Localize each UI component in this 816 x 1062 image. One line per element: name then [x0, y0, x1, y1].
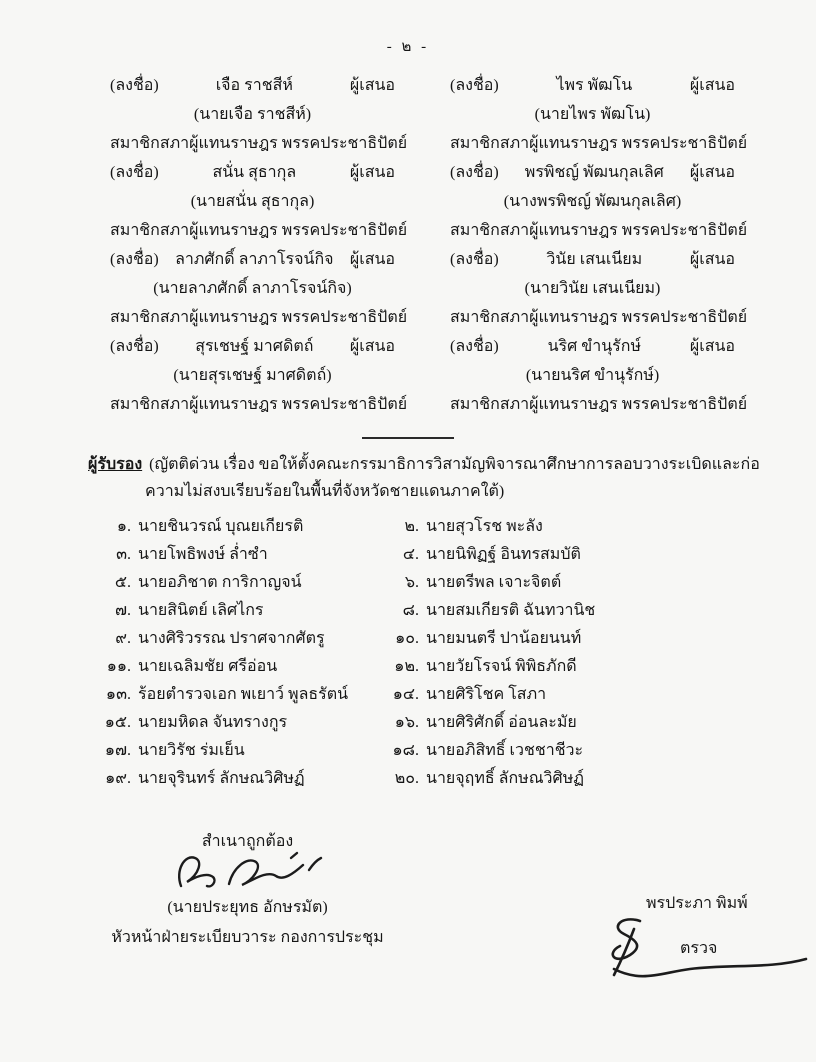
endorser-item	[100, 513, 388, 541]
endorser-item	[388, 653, 718, 681]
endorser-name: นายอภิสิทธิ์ เวชชาชีวะ	[426, 742, 584, 759]
proposer-membership: สมาชิกสภาผู้แทนราษฎร พรรคประชาธิปัตย์	[450, 396, 748, 413]
endorsement-subject-line2: ความไม่สงบเรียบร้อยในพื้นที่จังหวัดชายแดนภาคใต้)	[145, 483, 505, 500]
endorser-item	[100, 625, 388, 653]
endorser-item	[388, 681, 718, 709]
endorser-number: ๒.	[404, 518, 419, 535]
sign-label: (ลงชื่อ)	[450, 77, 499, 94]
endorser-number: ๑๒.	[394, 658, 419, 675]
proposer-block	[450, 158, 748, 245]
verification-block	[598, 893, 816, 981]
endorser-item	[100, 597, 388, 625]
endorser-name: นายสมเกียรติ ฉันทวานิช	[426, 602, 596, 619]
proposer-role-label: ผู้เสนอ	[349, 251, 395, 268]
endorser-item	[100, 541, 388, 569]
proposer-signed-name: ไพร พัฒโน	[556, 77, 633, 94]
endorser-name: นางศิริวรรณ ปราศจากศัตรู	[138, 630, 325, 647]
proposer-block	[450, 245, 748, 332]
proposer-block	[110, 245, 408, 332]
endorser-name: นายโพธิพงษ์ ล่ำซำ	[138, 546, 268, 563]
sign-label: (ลงชื่อ)	[110, 338, 159, 355]
proposer-signed-name: วินัย เสนเนียม	[546, 251, 643, 268]
endorser-item	[100, 653, 388, 681]
section-divider	[362, 437, 454, 439]
proposer-membership: สมาชิกสภาผู้แทนราษฎร พรรคประชาธิปัตย์	[110, 135, 408, 152]
sign-label: (ลงชื่อ)	[110, 164, 159, 181]
endorser-number: ๗.	[114, 602, 131, 619]
endorser-name: นายมหิดล จันทรางกูร	[138, 714, 288, 731]
proposer-signed-name: นริศ ขำนุรักษ์	[547, 338, 641, 355]
verifier-signature	[598, 915, 816, 981]
sign-label: (ลงชื่อ)	[110, 251, 159, 268]
endorser-item	[100, 737, 388, 765]
endorser-number: ๑๔.	[392, 686, 419, 703]
proposer-signed-name: เจือ ราชสีห์	[215, 77, 293, 94]
proposer-signed-name: ลาภศักดิ์ ลาภาโรจน์กิจ	[175, 251, 334, 268]
endorser-item	[388, 737, 718, 765]
proposer-name-paren: (นายวินัย เสนเนียม)	[524, 280, 661, 297]
proposer-membership: สมาชิกสภาผู้แทนราษฎร พรรคประชาธิปัตย์	[110, 309, 408, 326]
endorser-name: นายสินิตย์ เลิศไกร	[138, 602, 264, 619]
endorser-number: ๙.	[115, 630, 131, 647]
endorser-name: นายตรีพล เจาะจิตต์	[426, 574, 562, 591]
proposer-name-paren: (นายไพร พัฒโน)	[534, 106, 651, 123]
endorser-name: นายศิริศักดิ์ อ่อนละมัย	[426, 714, 577, 731]
endorser-number: ๓.	[116, 546, 131, 563]
endorser-item	[388, 709, 718, 737]
sign-label: (ลงชื่อ)	[110, 77, 159, 94]
proposer-role-label: ผู้เสนอ	[349, 338, 395, 355]
endorser-number: ๑๘.	[392, 742, 419, 759]
endorser-name: นายจุรินทร์ ลักษณวิศิษฏ์	[138, 770, 305, 787]
endorser-number: ๑๕.	[104, 714, 131, 731]
endorser-item	[388, 513, 718, 541]
proposer-signature-section	[110, 71, 748, 419]
certification-label: สำเนาถูกต้อง	[201, 833, 294, 850]
endorser-number: ๒๐.	[394, 770, 419, 787]
verification-stamp-label: ตรวจ	[680, 940, 718, 957]
endorser-number: ๕.	[114, 574, 131, 591]
endorser-item	[100, 765, 388, 793]
endorser-name: นายนิพิฏฐ์ อินทรสมบัติ	[426, 546, 581, 563]
proposer-name-paren: (นายสนั่น สุธากุล)	[190, 193, 315, 210]
endorser-number: ๑๑.	[106, 658, 131, 675]
endorser-number: ๑.	[116, 518, 131, 535]
page-number: - ๒ -	[386, 39, 430, 55]
endorser-name: นายเฉลิมชัย ศรีอ่อน	[138, 658, 278, 675]
endorser-item	[100, 569, 388, 597]
endorser-number: ๑๗.	[104, 742, 131, 759]
endorser-name: นายมนตรี ปาน้อยนนท์	[426, 630, 582, 647]
endorser-number: ๑๐.	[395, 630, 419, 647]
proposer-membership: สมาชิกสภาผู้แทนราษฎร พรรคประชาธิปัตย์	[450, 135, 748, 152]
endorsement-section	[88, 451, 766, 505]
endorser-name: นายสุวโรช พะลัง	[426, 518, 543, 535]
certifier-signature-icon	[163, 850, 333, 894]
certifier-signature	[105, 850, 390, 894]
endorser-number: ๑๓.	[105, 686, 131, 703]
proposer-block	[110, 332, 408, 419]
proposer-signed-name: สนั่น สุธากุล	[212, 164, 297, 181]
endorser-item	[388, 765, 718, 793]
endorser-name: นายชินวรณ์ บุณยเกียรติ	[138, 518, 304, 535]
endorser-list	[100, 513, 718, 793]
certifier-title: หัวหน้าฝ่ายระเบียบวาระ กองการประชุม	[111, 929, 384, 946]
proposer-block	[110, 71, 408, 158]
endorser-name: ร้อยตำรวจเอก พเยาว์ พูลธรัตน์	[138, 686, 349, 703]
proposer-name-paren: (นายลาภศักดิ์ ลาภาโรจน์กิจ)	[153, 280, 352, 297]
endorser-number: ๘.	[402, 602, 419, 619]
endorser-name: นายวิรัช ร่มเย็น	[138, 742, 245, 759]
proposer-role-label: ผู้เสนอ	[689, 251, 735, 268]
endorsement-subject-line1: (ญัตติด่วน เรื่อง ขอให้ตั้งคณะกรรมาธิการวิสามัญพิจารณาศึกษาการลอบวางระเบิดและก่อ	[149, 456, 760, 473]
endorser-item	[388, 625, 718, 653]
endorser-number: ๑๖.	[394, 714, 419, 731]
endorser-number: ๖.	[404, 574, 419, 591]
endorser-item	[388, 541, 718, 569]
proposer-name-paren: (นางพรพิชญ์ พัฒนกุลเลิศ)	[503, 193, 682, 210]
endorsement-heading: ผู้รับรอง	[88, 456, 143, 473]
endorser-number: ๑๙.	[105, 770, 131, 787]
proposer-membership: สมาชิกสภาผู้แทนราษฎร พรรคประชาธิปัตย์	[110, 222, 408, 239]
sign-label: (ลงชื่อ)	[450, 338, 499, 355]
proposer-role-label: ผู้เสนอ	[689, 77, 735, 94]
proposer-signed-name: พรพิชญ์ พัฒนกุลเลิศ	[524, 164, 664, 181]
proposer-name-paren: (นายสุรเชษฐ์ มาศดิตถ์)	[173, 367, 332, 384]
proposer-membership: สมาชิกสภาผู้แทนราษฎร พรรคประชาธิปัตย์	[450, 222, 748, 239]
endorser-item	[100, 709, 388, 737]
proposer-membership: สมาชิกสภาผู้แทนราษฎร พรรคประชาธิปัตย์	[110, 396, 408, 413]
proposer-name-paren: (นายนริศ ขำนุรักษ์)	[525, 367, 660, 384]
proposer-signed-name: สุรเชษฐ์ มาศดิตถ์	[195, 338, 314, 355]
proposer-role-label: ผู้เสนอ	[349, 77, 395, 94]
proposer-block	[450, 71, 748, 158]
proposer-block	[450, 332, 748, 419]
verifier-name: พรประภา พิมพ์	[646, 895, 748, 912]
proposer-membership: สมาชิกสภาผู้แทนราษฎร พรรคประชาธิปัตย์	[450, 309, 748, 326]
endorser-name: นายอภิชาต การิกาญจน์	[138, 574, 302, 591]
endorser-name: นายจุฤทธิ์ ลักษณวิศิษฏ์	[426, 770, 584, 787]
certification-block	[105, 832, 390, 954]
proposer-role-label: ผู้เสนอ	[689, 164, 735, 181]
sign-label: (ลงชื่อ)	[450, 164, 499, 181]
endorser-item	[388, 569, 718, 597]
sign-label: (ลงชื่อ)	[450, 251, 499, 268]
endorser-number: ๔.	[402, 546, 419, 563]
proposer-block	[110, 158, 408, 245]
endorser-item	[388, 597, 718, 625]
proposer-role-label: ผู้เสนอ	[689, 338, 735, 355]
endorser-item	[100, 681, 388, 709]
proposer-role-label: ผู้เสนอ	[349, 164, 395, 181]
certifier-name: (นายประยุทธ อักษรมัต)	[167, 899, 328, 916]
proposer-name-paren: (นายเจือ ราชสีห์)	[193, 106, 312, 123]
endorser-name: นายศิริโชค โสภา	[426, 686, 547, 703]
endorser-name: นายวัยโรจน์ พิพิธภักดี	[426, 658, 577, 675]
